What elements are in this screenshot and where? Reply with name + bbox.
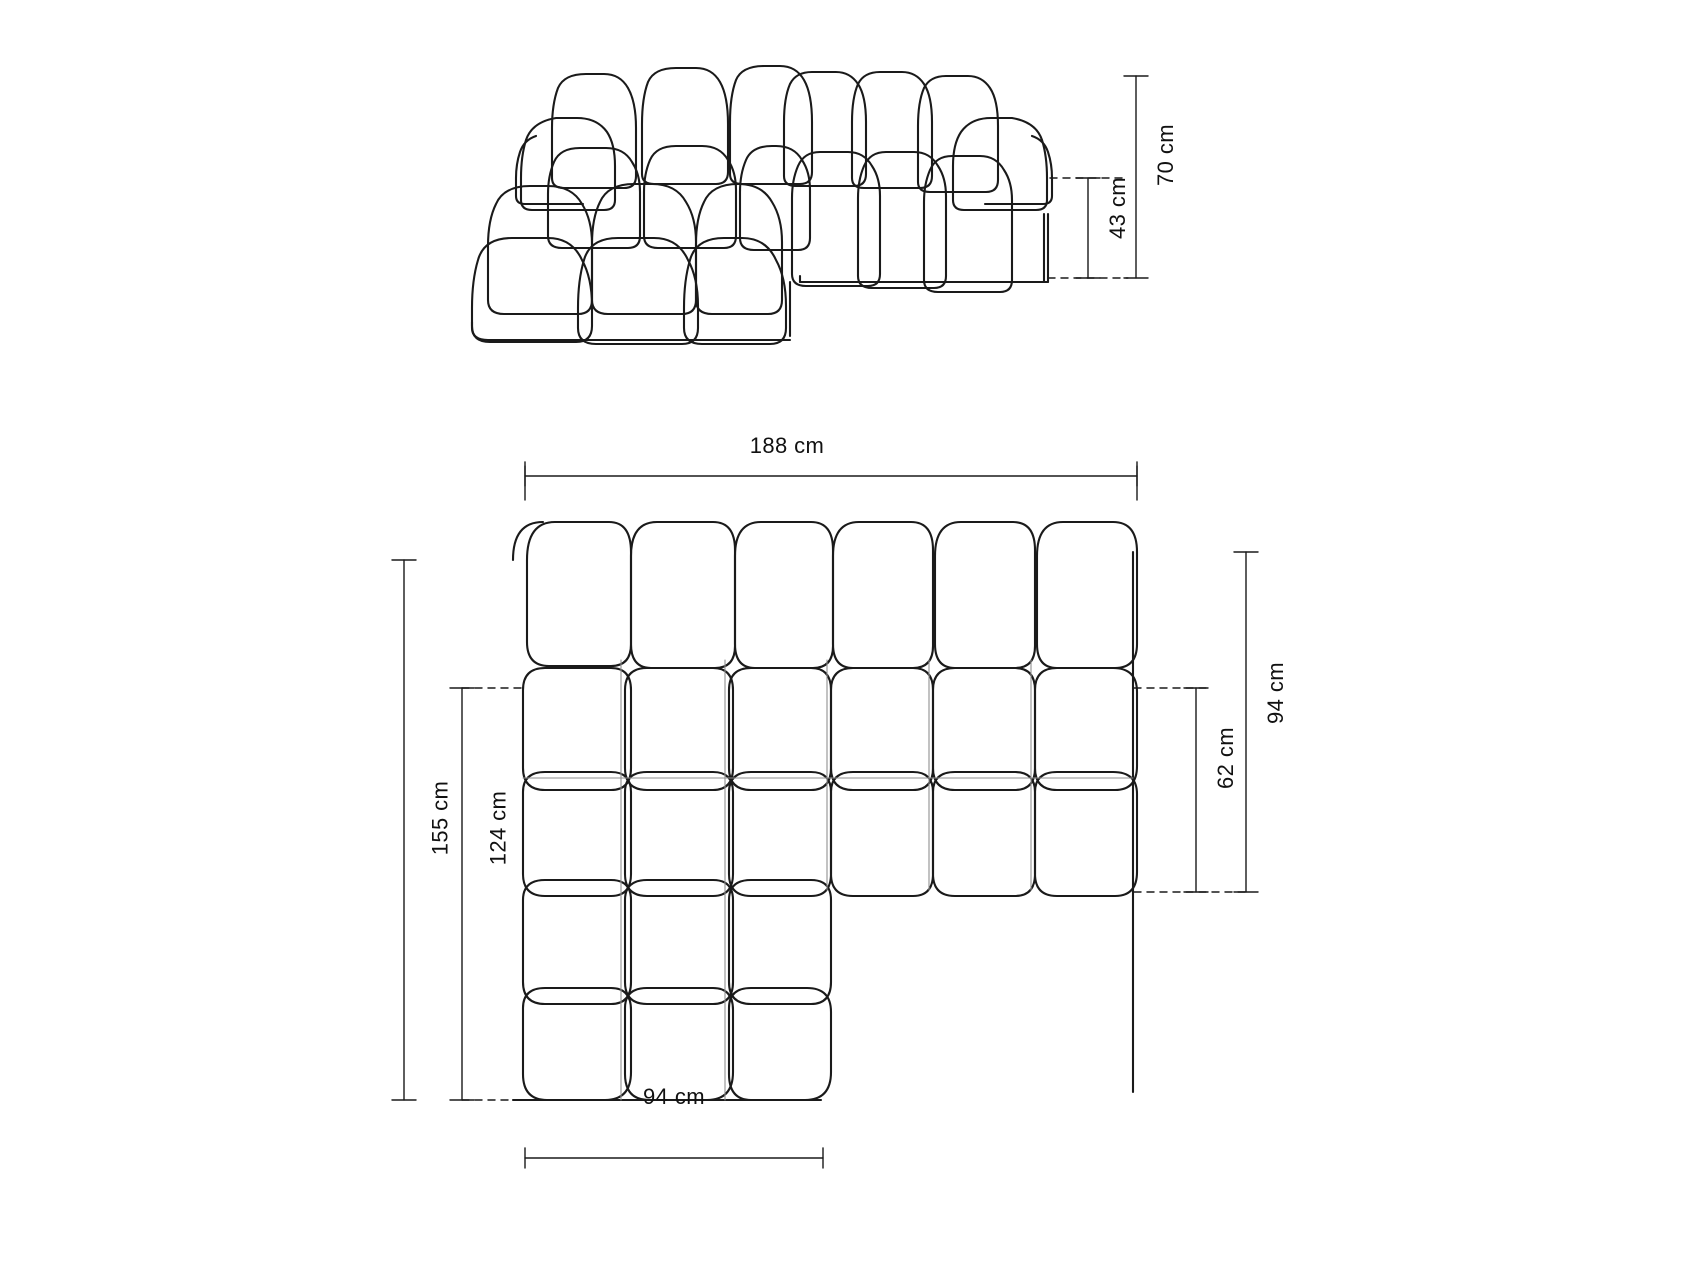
dimension-label-total-width: 188 cm: [749, 433, 825, 458]
dimension-label-total-height: 70 cm: [1152, 124, 1178, 186]
plan-view-group: [513, 522, 1137, 1100]
dimension-label-seat-depth-total: 124 cm: [485, 790, 511, 866]
perspective-dimension-lines: [1048, 76, 1148, 278]
dimension-label-total-depth: 155 cm: [427, 780, 453, 856]
dimension-label-module-width: 94 cm: [643, 1084, 705, 1109]
plan-dimension-lines: [392, 462, 1258, 1168]
perspective-view-group: [472, 66, 1052, 344]
dimension-label-module-depth: 94 cm: [1262, 662, 1288, 724]
dimension-label-seat-height: 43 cm: [1104, 177, 1130, 239]
dimension-label-seat-depth: 62 cm: [1212, 727, 1238, 789]
